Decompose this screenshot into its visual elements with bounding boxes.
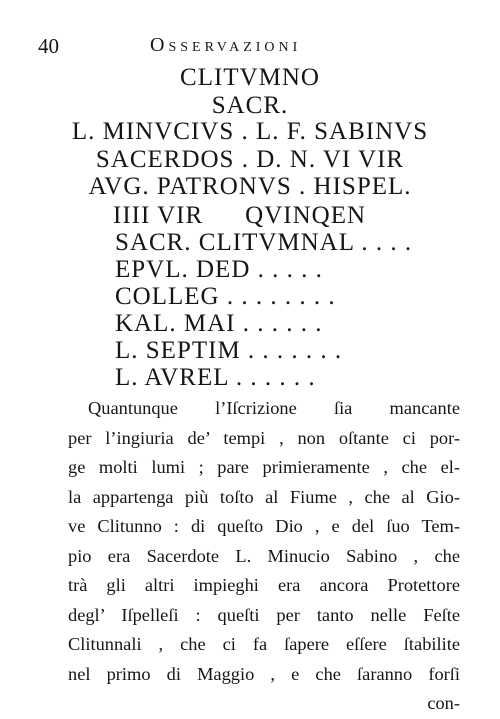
inscription-line: L. MINVCIVS . L. F. SABINVS xyxy=(71,118,429,145)
body-line: degl’ Iſpelleſi : queſti per tanto nelle Feſte xyxy=(68,604,460,625)
body-line: la appartenga più toſto al Fiume , che al Gio- xyxy=(68,486,460,507)
inscription-line: SACR. CLITVMNAL . . . . xyxy=(115,229,413,256)
page-number: 40 xyxy=(38,34,59,58)
body-line: pio era Sacerdote L. Minucio Sabino , che xyxy=(68,545,460,566)
inscription-line: AVG. PATRONVS . HISPEL. xyxy=(88,173,412,200)
inscription-line: KAL. MAI . . . . . . xyxy=(115,310,323,337)
body-paragraph xyxy=(68,394,460,719)
inscription-line: L. AVREL . . . . . . xyxy=(115,364,316,391)
body-line: trà gli altri impieghi era ancora Protettore xyxy=(68,575,460,595)
inscription-line: COLLEG . . . . . . . . xyxy=(115,283,336,310)
body-line: Clitunnali , che ci fa ſapere eſſere ſtabilite xyxy=(68,634,460,654)
inscription-line-left: IIII VIR xyxy=(113,202,204,229)
inscription-line: SACERDOS . D. N. VI VIR xyxy=(95,146,405,173)
inscription-line: SACR. xyxy=(211,92,289,119)
inscription-line: L. SEPTIM . . . . . . . xyxy=(115,337,343,364)
body-line: ge molti lumi ; pare primieramente , che el- xyxy=(68,457,460,477)
inscription-line-right: QVINQEN xyxy=(245,202,367,229)
body-line: ve Clitunno : di queſto Dio , e del ſuo Tem- xyxy=(68,516,460,536)
running-title: Osservazioni xyxy=(150,34,302,56)
inscription-line: EPVL. DED . . . . . xyxy=(115,256,323,283)
inscription-line xyxy=(113,202,366,230)
body-line: nel primo di Maggio , e che ſaranno forſi xyxy=(68,663,460,684)
body-line: Quantunque l’Iſcrizione ſia mancante xyxy=(88,398,460,418)
body-line: per l’ingiuria de’ tempi , non oſtante ci por- xyxy=(68,427,460,448)
inscription-line: CLITVMNO xyxy=(180,64,320,91)
catchword: con- xyxy=(427,693,460,713)
